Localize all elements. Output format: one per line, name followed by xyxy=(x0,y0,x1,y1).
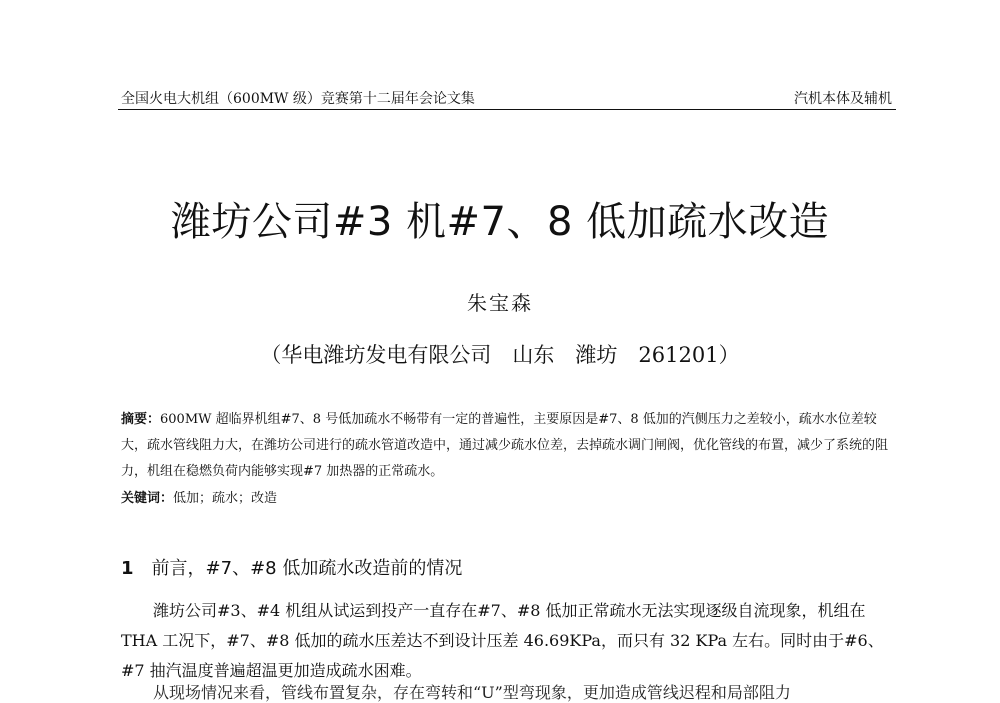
section-heading xyxy=(121,554,462,580)
header-rule xyxy=(118,109,896,110)
body-cut-line: 从现场情况来看，管线布置复杂，存在弯转和“U”型弯现象，更加造成管线迟程和局部阻力 xyxy=(153,683,791,702)
body-text xyxy=(121,596,899,686)
keywords-text: 低加；疏水；改造 xyxy=(173,491,278,506)
section-number: 1 xyxy=(121,558,134,579)
keywords xyxy=(121,487,277,506)
body-paragraph: 潍坊公司#3、#4 机组从试运到投产一直存在#7、#8 低加正常疏水无法实现逐级自流现象，机组在 THA 工况下，#7、#8 低加的疏水压差达不到设计压差 46.69KPa，而只有 32 KPa 左右。同时由于#6、#7 抽汽温度普遍超温更加造成疏水困难。 xyxy=(121,601,884,680)
paper-title: 潍坊公司#3 机#7、8 低加疏水改造 xyxy=(170,199,830,245)
section-title: 前言，#7、#8 低加疏水改造前的情况 xyxy=(151,558,463,579)
running-header-right: 汽机本体及辅机 xyxy=(794,91,892,107)
author: 朱宝森 xyxy=(467,291,533,315)
abstract-text: 600MW 超临界机组#7、8 号低加疏水不畅带有一定的普遍性，主要原因是#7、8 低加的汽侧压力之差较小，疏水水位差较大，疏水管线阻力大，在潍坊公司进行的疏水管道改造中，通过减少疏水位差，去掉疏水调门闸阀，优化管线的布置，减少了系统的阻力，机组在稳燃负荷内能够实现#7 加热器的正常疏水。 xyxy=(121,412,889,479)
affiliation: （华电潍坊发电有限公司 山东 潍坊 261201） xyxy=(260,343,740,367)
abstract xyxy=(121,407,899,485)
running-header-left: 全国火电大机组（600MW 级）竞赛第十二届年会论文集 xyxy=(121,91,475,107)
keywords-label: 关键词： xyxy=(121,491,174,506)
abstract-label: 摘要： xyxy=(121,412,161,427)
